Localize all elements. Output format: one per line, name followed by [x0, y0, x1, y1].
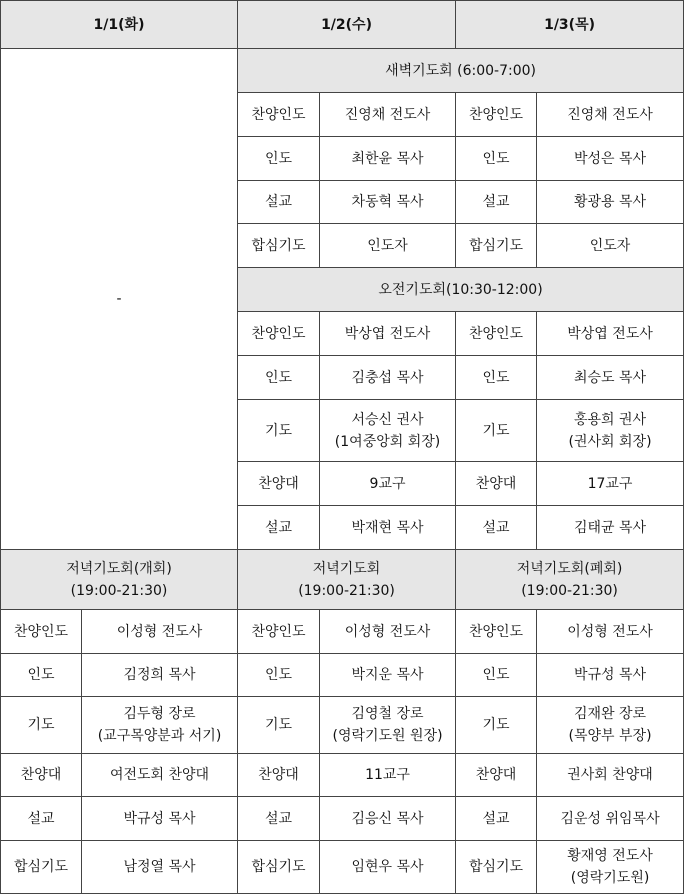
person-cell: 박규성 목사 — [82, 797, 238, 841]
role-label: 설교 — [1, 797, 82, 841]
evening-title-row — [1, 550, 684, 610]
header-day3: 1/3(목) — [456, 1, 684, 49]
person-cell: 진영채 전도사 — [537, 93, 684, 137]
evening-title-day2: 저녁기도회 (19:00-21:30) — [238, 550, 456, 610]
person-cell: 권사회 찬양대 — [537, 754, 684, 797]
role-label: 인도 — [456, 654, 537, 697]
person-name: 서승신 권사 — [351, 411, 424, 428]
person-cell — [537, 400, 684, 462]
person-cell: 박지운 목사 — [320, 654, 456, 697]
person-cell — [320, 697, 456, 754]
role-label: 찬양인도 — [1, 610, 82, 654]
person-cell: 박상엽 전도사 — [320, 312, 456, 356]
person-cell: 김태균 목사 — [537, 506, 684, 550]
role-label: 기도 — [238, 697, 320, 754]
role-label: 찬양인도 — [238, 93, 320, 137]
header-day1: 1/1(화) — [1, 1, 238, 49]
person-cell — [537, 697, 684, 754]
role-label: 찬양대 — [238, 754, 320, 797]
role-label: 설교 — [238, 181, 320, 224]
role-label: 합심기도 — [456, 224, 537, 268]
person-cell: 17교구 — [537, 462, 684, 506]
role-label: 기도 — [456, 697, 537, 754]
person-cell: 남정열 목사 — [82, 841, 238, 894]
role-label: 인도 — [238, 137, 320, 181]
role-label: 합심기도 — [238, 841, 320, 894]
role-label: 찬양대 — [238, 462, 320, 506]
role-label: 설교 — [456, 181, 537, 224]
person-cell: 박성은 목사 — [537, 137, 684, 181]
person-cell: 인도자 — [537, 224, 684, 268]
table-row — [1, 797, 684, 841]
header-day2: 1/2(수) — [238, 1, 456, 49]
person-cell: 11교구 — [320, 754, 456, 797]
role-label: 찬양대 — [456, 462, 537, 506]
evening-title-day1: 저녁기도회(개회) (19:00-21:30) — [1, 550, 238, 610]
person-cell: 인도자 — [320, 224, 456, 268]
role-label: 합심기도 — [456, 841, 537, 894]
role-label: 찬양인도 — [456, 312, 537, 356]
role-label: 인도 — [456, 137, 537, 181]
person-title: (권사회 회장) — [568, 433, 652, 450]
person-title: (교구목양분과 서기) — [97, 728, 222, 744]
person-cell: 김운성 위임목사 — [537, 797, 684, 841]
role-label: 기도 — [1, 697, 82, 754]
table-row — [1, 610, 684, 654]
role-label: 찬양대 — [456, 754, 537, 797]
person-name: 김영철 장로 — [351, 706, 424, 722]
person-cell: 박규성 목사 — [537, 654, 684, 697]
role-label: 찬양인도 — [456, 610, 537, 654]
dawn-section-title: 새벽기도회 (6:00-7:00) — [238, 49, 684, 93]
role-label: 설교 — [238, 797, 320, 841]
role-label: 인도 — [238, 654, 320, 697]
person-name: 황재영 전도사 — [567, 848, 653, 864]
table-row — [1, 654, 684, 697]
person-name: 홍용희 권사 — [574, 411, 647, 428]
person-title: (목양부 부장) — [568, 728, 652, 744]
person-cell: 임현우 목사 — [320, 841, 456, 894]
role-label: 찬양인도 — [238, 312, 320, 356]
role-label: 찬양인도 — [238, 610, 320, 654]
person-cell: 9교구 — [320, 462, 456, 506]
person-title: (영락기도원) — [570, 870, 650, 886]
role-label: 인도 — [1, 654, 82, 697]
person-cell: 김정희 목사 — [82, 654, 238, 697]
role-label: 설교 — [238, 506, 320, 550]
person-cell: 이성형 전도사 — [537, 610, 684, 654]
person-cell: 박상엽 전도사 — [537, 312, 684, 356]
role-label: 설교 — [456, 506, 537, 550]
role-label: 기도 — [456, 400, 537, 462]
role-label: 인도 — [456, 356, 537, 400]
person-cell: 김응신 목사 — [320, 797, 456, 841]
person-cell: 진영채 전도사 — [320, 93, 456, 137]
role-label: 기도 — [238, 400, 320, 462]
person-cell: 최한윤 목사 — [320, 137, 456, 181]
person-cell — [82, 697, 238, 754]
person-cell: 차동혁 목사 — [320, 181, 456, 224]
dawn-title-row — [1, 49, 684, 93]
person-name: 김재완 장로 — [574, 706, 647, 722]
role-label: 인도 — [238, 356, 320, 400]
person-cell: 최승도 목사 — [537, 356, 684, 400]
person-title: (영락기도원 원장) — [332, 728, 443, 744]
header-row — [1, 1, 684, 49]
role-label: 합심기도 — [1, 841, 82, 894]
person-cell: 여전도회 찬양대 — [82, 754, 238, 797]
person-cell: 박재현 목사 — [320, 506, 456, 550]
day1-morning-empty: - — [1, 49, 238, 550]
person-cell: 이성형 전도사 — [320, 610, 456, 654]
person-cell: 이성형 전도사 — [82, 610, 238, 654]
role-label: 설교 — [456, 797, 537, 841]
person-cell: 황광용 목사 — [537, 181, 684, 224]
person-name: 김두형 장로 — [123, 706, 196, 722]
person-cell: 김충섭 목사 — [320, 356, 456, 400]
role-label: 찬양인도 — [456, 93, 537, 137]
person-cell — [320, 400, 456, 462]
role-label: 찬양대 — [1, 754, 82, 797]
table-row — [1, 697, 684, 754]
evening-title-day3: 저녁기도회(폐회) (19:00-21:30) — [456, 550, 684, 610]
person-title: (1여중앙회 회장) — [334, 433, 441, 450]
table-row — [1, 754, 684, 797]
role-label: 합심기도 — [238, 224, 320, 268]
table-row — [1, 841, 684, 894]
morning-section-title: 오전기도회(10:30-12:00) — [238, 268, 684, 312]
person-cell — [537, 841, 684, 894]
